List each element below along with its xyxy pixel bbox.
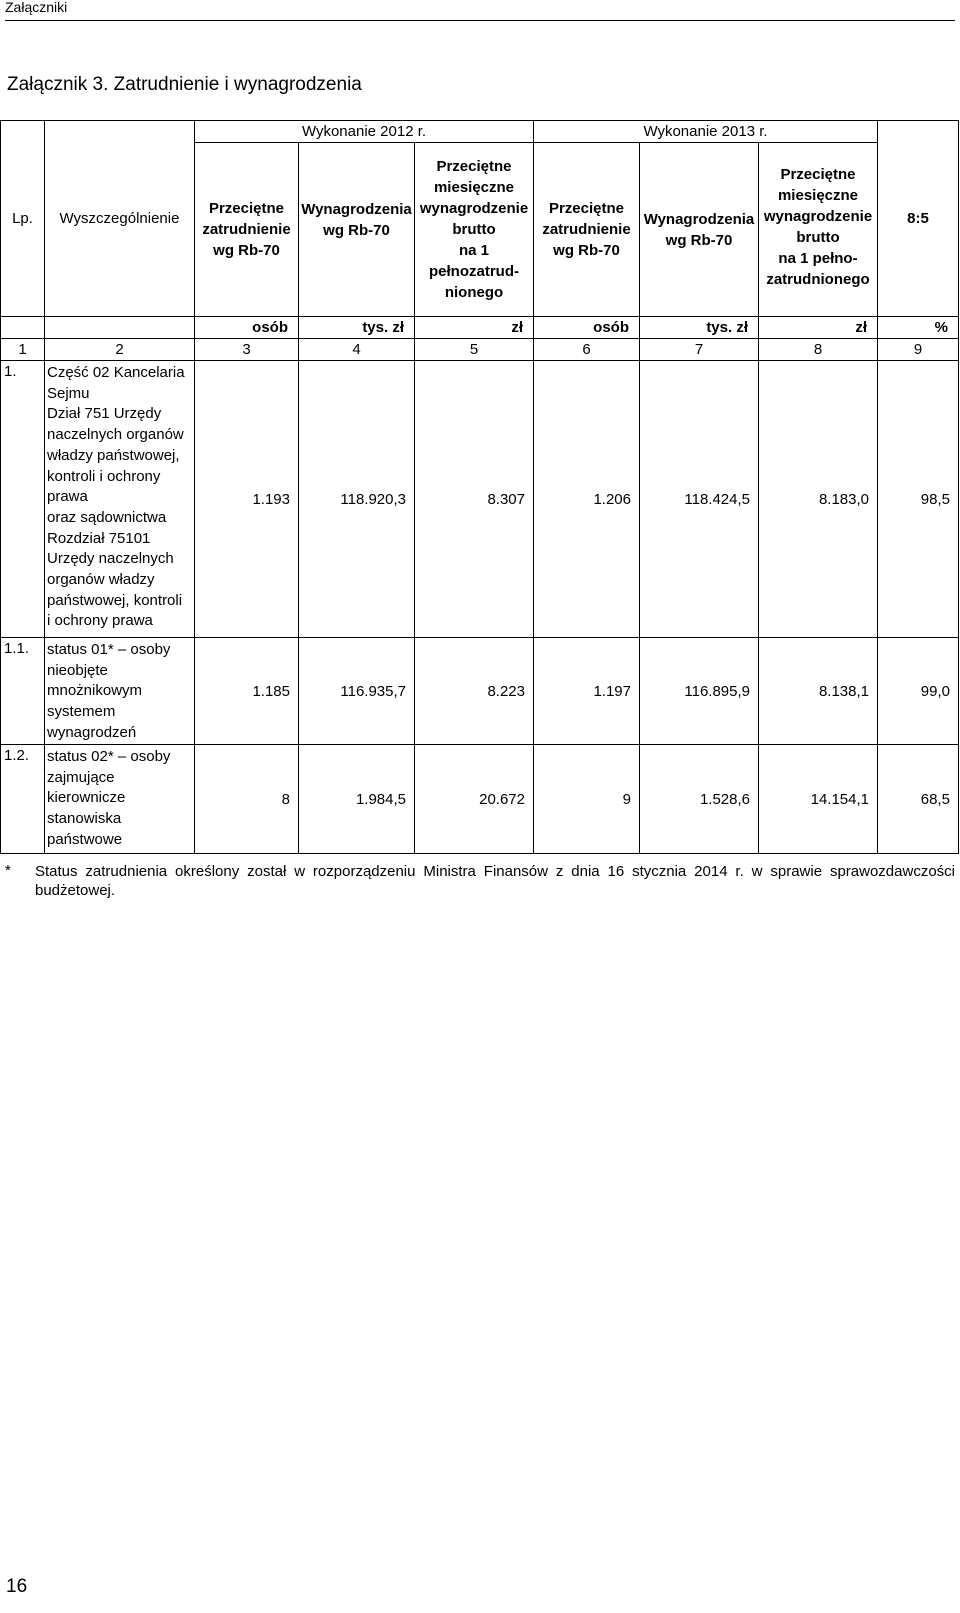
value-cell: 1.206 [534,361,640,638]
value-cell: 68,5 [878,745,959,854]
value-cell: 8.138,1 [759,638,878,745]
row-label: status 02* – osoby zajmujące kierownicze stanowiska państwowe [45,745,195,854]
unit-cell: zł [759,317,878,339]
employment-wages-table [0,120,959,854]
value-cell: 9 [534,745,640,854]
value-cell: 1.185 [195,638,299,745]
column-number: 5 [415,339,534,361]
row-label: Część 02 Kancelaria Sejmu Dział 751 Urzędy naczelnych organów władzy państwowej, kontroli i ochrony prawa oraz sądownictwa Rozdział 75101 Urzędy naczelnych organów władzy państwowej, kontroli i ochrony prawa [45,361,195,638]
column-number: 1 [1,339,45,361]
value-cell: 116.935,7 [299,638,415,745]
value-cell: 98,5 [878,361,959,638]
column-number: 3 [195,339,299,361]
unit-cell: tys. zł [640,317,759,339]
column-number: 2 [45,339,195,361]
value-cell: 1.197 [534,638,640,745]
value-cell: 8.183,0 [759,361,878,638]
column-header-wages-2012: Wynagrodzenia wg Rb-70 [299,143,415,317]
column-number: 7 [640,339,759,361]
unit-cell: % [878,317,959,339]
value-cell: 14.154,1 [759,745,878,854]
value-cell: 99,0 [878,638,959,745]
row-number: 1. [1,361,45,638]
unit-cell: tys. zł [299,317,415,339]
table-row [1,638,959,745]
unit-cell: zł [415,317,534,339]
page-title: Załącznik 3. Zatrudnienie i wynagrodzenia [7,74,362,95]
value-cell: 8 [195,745,299,854]
value-cell: 1.193 [195,361,299,638]
column-number: 6 [534,339,640,361]
column-number: 9 [878,339,959,361]
column-header-description: Wyszczególnienie [45,121,195,317]
running-header: Załączniki [5,0,955,21]
column-number: 8 [759,339,878,361]
value-cell: 116.895,9 [640,638,759,745]
column-header-wages-2013: Wynagrodzenia wg Rb-70 [640,143,759,317]
value-cell: 1.984,5 [299,745,415,854]
value-cell: 8.307 [415,361,534,638]
column-header-ratio: 8:5 [878,121,959,317]
footnote-text: Status zatrudnienia określony został w rozporządzeniu Ministra Finansów z dnia 16 stycznia 2014 r. w sprawie sprawozdawczości budżetowej. [35,863,955,899]
column-header-average-wage-2013: Przeciętne miesięczne wynagrodzenie brutto na 1 pełno- zatrudnionego [759,143,878,317]
group-header-2013: Wykonanie 2013 r. [534,121,878,143]
column-header-average-wage-2012: Przeciętne miesięczne wynagrodzenie brutto na 1 pełnozatrud- nionego [415,143,534,317]
table-row [1,361,959,638]
column-header-lp: Lp. [1,121,45,317]
page-number: 16 [6,1576,28,1597]
column-number-row [1,339,959,361]
column-number: 4 [299,339,415,361]
footnote-marker: * [5,862,11,879]
table-row [1,745,959,854]
value-cell: 1.528,6 [640,745,759,854]
value-cell: 118.920,3 [299,361,415,638]
row-label: status 01* – osoby nieobjęte mnożnikowym systemem wynagrodzeń [45,638,195,745]
units-row [1,317,959,339]
row-number: 1.1. [1,638,45,745]
footnote [5,862,955,900]
group-header-2012: Wykonanie 2012 r. [195,121,534,143]
header-group-row [1,121,959,143]
column-header-employment-2012: Przeciętne zatrudnienie wg Rb-70 [195,143,299,317]
value-cell: 118.424,5 [640,361,759,638]
column-header-employment-2013: Przeciętne zatrudnienie wg Rb-70 [534,143,640,317]
value-cell: 8.223 [415,638,534,745]
unit-cell: osób [534,317,640,339]
row-number: 1.2. [1,745,45,854]
unit-cell: osób [195,317,299,339]
value-cell: 20.672 [415,745,534,854]
